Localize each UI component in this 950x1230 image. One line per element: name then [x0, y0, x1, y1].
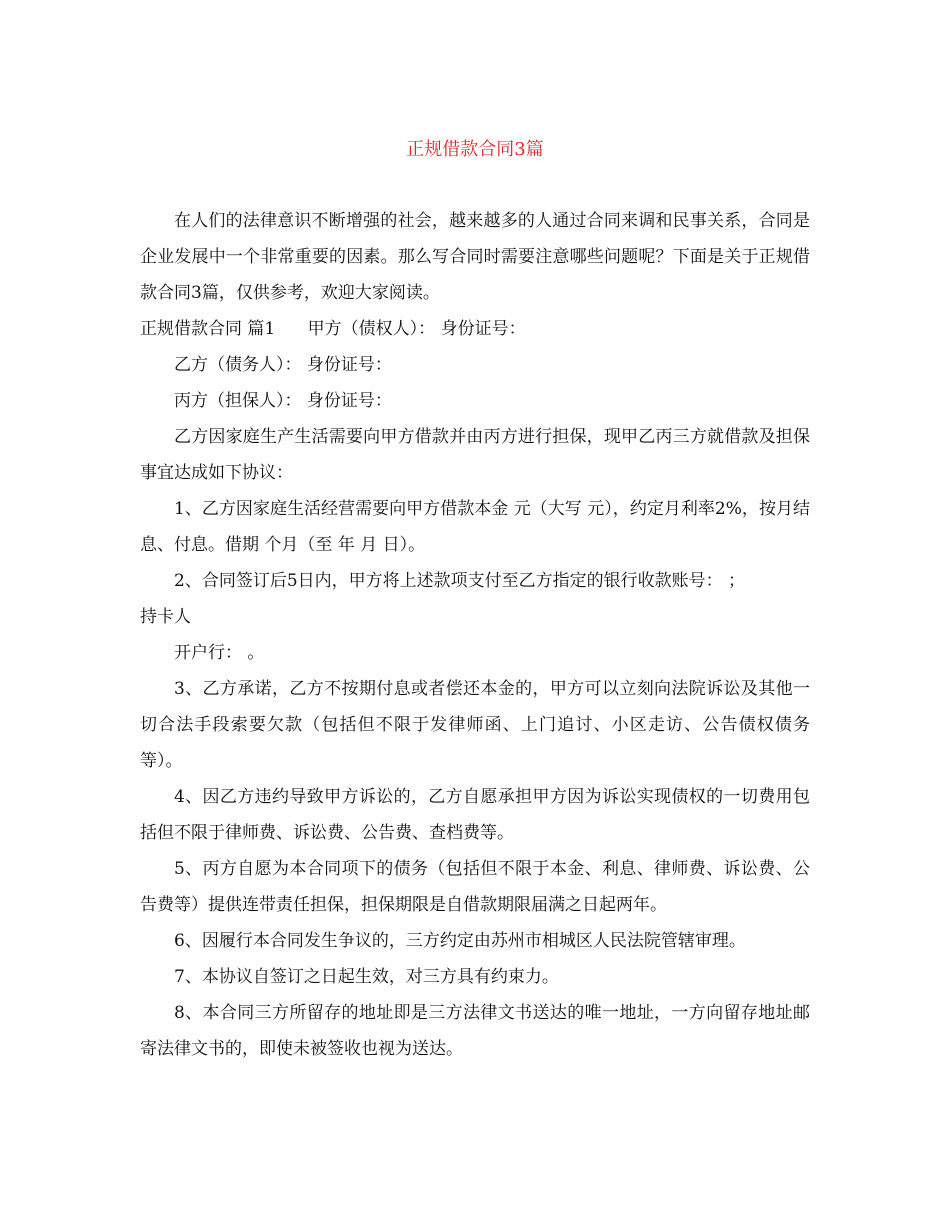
document-body — [140, 203, 810, 1067]
clause-2-line-2: 持卡人 — [140, 607, 191, 627]
party-a-line: 甲方（债权人）： 身份证号： — [307, 319, 526, 339]
preamble-paragraph: 乙方因家庭生产生活需要向甲方借款并由丙方进行担保，现甲乙丙三方就借款及担保事宜达成如下协议： — [140, 427, 810, 483]
section-heading-line — [140, 311, 810, 347]
document-title: 正规借款合同3篇 — [406, 139, 544, 160]
clause-5: 5、丙方自愿为本合同项下的债务（包括但不限于本金、利息、律师费、诉讼费、公告费等）提供连带责任担保，担保期限是自借款期限届满之日起两年。 — [140, 859, 810, 915]
party-c-line: 丙方（担保人）： 身份证号： — [174, 391, 392, 411]
clause-2-bank: 开户行： 。 — [174, 643, 265, 663]
clause-7: 7、本协议自签订之日起生效，对三方具有约束力。 — [174, 967, 559, 987]
clause-3: 3、乙方承诺，乙方不按期付息或者偿还本金的，甲方可以立刻向法院诉讼及其他一切合法手段索要欠款（包括但不限于发律师函、上门追讨、小区走访、公告债权债务等）。 — [140, 679, 810, 771]
clause-1: 1、乙方因家庭生活经营需要向甲方借款本金 元（大写 元），约定月利率2%，按月结息、付息。借期 个月（至 年 月 日）。 — [140, 499, 810, 555]
clause-8: 8、本合同三方所留存的地址即是三方法律文书送达的唯一地址，一方向留存地址邮寄法律文书的，即使未被签收也视为送达。 — [140, 1003, 810, 1059]
clause-2-line-1: 2、合同签订后5日内，甲方将上述款项支付至乙方指定的银行收款账号： ； — [174, 571, 746, 591]
intro-paragraph: 在人们的法律意识不断增强的社会，越来越多的人通过合同来调和民事关系，合同是企业发展中一个非常重要的因素。那么写合同时需要注意哪些问题呢？下面是关于正规借款合同3篇，仅供参考，欢迎大家阅读。 — [140, 211, 810, 303]
clause-4: 4、因乙方违约导致甲方诉讼的，乙方自愿承担甲方因为诉讼实现债权的一切费用包括但不限于律师费、诉讼费、公告费、查档费等。 — [140, 787, 810, 843]
party-b-line: 乙方（债务人）： 身份证号： — [174, 355, 392, 375]
section-heading: 正规借款合同 篇1 — [140, 319, 276, 339]
clause-6: 6、因履行本合同发生争议的，三方约定由苏州市相城区人民法院管辖审理。 — [174, 931, 746, 951]
